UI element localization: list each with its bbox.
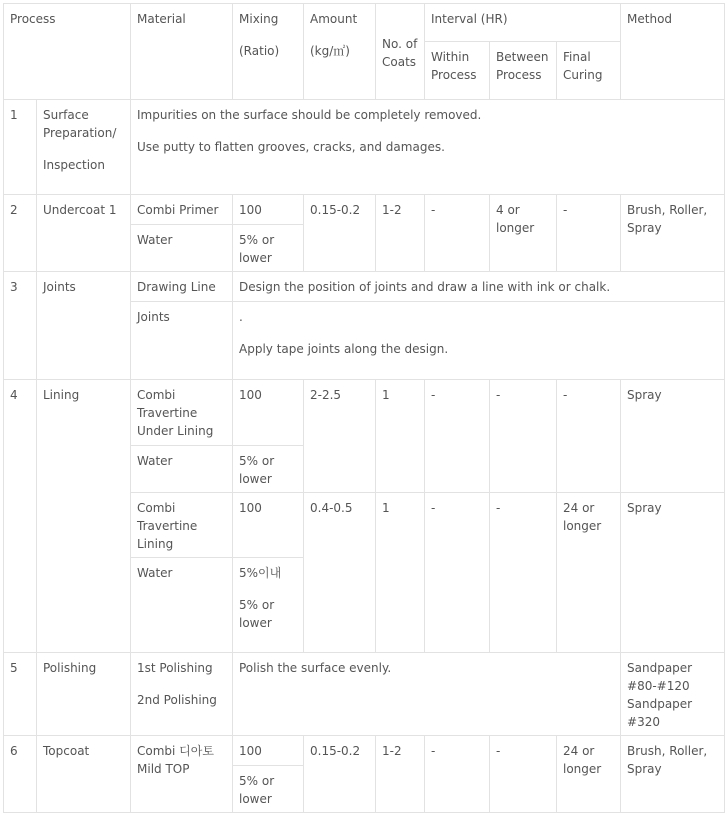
- process-name: Polishing: [37, 653, 131, 736]
- method-cell: Spray: [621, 493, 725, 653]
- header-final: Final Curing: [557, 42, 621, 100]
- material-cell: Drawing Line: [131, 272, 233, 302]
- between-cell: -: [490, 493, 557, 653]
- mixing-cell: [233, 558, 304, 653]
- description-line1: .: [239, 310, 243, 324]
- mixing-cell: 100: [233, 736, 304, 766]
- between-cell: 4 or longer: [490, 195, 557, 272]
- header-material: Material: [131, 4, 233, 100]
- row-surface-preparation: [4, 100, 725, 195]
- method-cell: Spray: [621, 380, 725, 493]
- between-cell: -: [490, 736, 557, 813]
- material-cell: Combi 디아토 Mild TOP: [131, 736, 233, 813]
- row-lining-under: [4, 380, 725, 446]
- coats-cell: 1: [376, 493, 425, 653]
- material-cell: Water: [131, 225, 233, 272]
- process-name: Topcoat: [37, 736, 131, 813]
- material-cell: Combi Travertine Lining: [131, 493, 233, 558]
- method-cell: Brush, Roller, Spray: [621, 195, 725, 272]
- amount-cell: 0.4-0.5: [304, 493, 376, 653]
- row-undercoat: [4, 195, 725, 225]
- header-amount-label: Amount: [310, 12, 358, 26]
- mixing-cell: 5% or lower: [233, 446, 304, 493]
- within-cell: -: [425, 380, 490, 493]
- material-line2: 2nd Polishing: [137, 693, 217, 707]
- row-number: 5: [4, 653, 37, 736]
- process-name: Undercoat 1: [37, 195, 131, 272]
- header-row-1: [4, 4, 725, 42]
- header-amount: [304, 4, 376, 100]
- method-cell: Sandpaper #80-#120 Sandpaper #320: [621, 653, 725, 736]
- header-between: Between Process: [490, 42, 557, 100]
- coats-cell: 1-2: [376, 195, 425, 272]
- header-mixing-label: Mixing: [239, 12, 279, 26]
- process-table: [3, 3, 725, 813]
- method-cell: Brush, Roller, Spray: [621, 736, 725, 813]
- description-line2: Apply tape joints along the design.: [239, 342, 449, 356]
- description-line1: Impurities on the surface should be completely removed.: [137, 108, 482, 122]
- process-name: Joints: [37, 272, 131, 380]
- mixing-cell: 100: [233, 380, 304, 446]
- mixing-line1: 5%이내: [239, 566, 282, 580]
- material-cell: Combi Travertine Under Lining: [131, 380, 233, 446]
- mixing-line2: 5% or lower: [239, 598, 275, 630]
- amount-cell: 0.15-0.2: [304, 195, 376, 272]
- process-name-line1: Surface Preparation/: [43, 108, 117, 140]
- description-line2: Use putty to flatten grooves, cracks, and damages.: [137, 140, 445, 154]
- within-cell: -: [425, 493, 490, 653]
- mixing-cell: 100: [233, 195, 304, 225]
- material-cell: Water: [131, 446, 233, 493]
- header-mixing-unit: (Ratio): [239, 44, 280, 58]
- process-description: Design the position of joints and draw a line with ink or chalk.: [233, 272, 725, 302]
- row-joints: [4, 272, 725, 302]
- coats-cell: 1: [376, 380, 425, 493]
- header-method: Method: [621, 4, 725, 100]
- row-topcoat: [4, 736, 725, 766]
- row-polishing: [4, 653, 725, 736]
- final-cell: -: [557, 380, 621, 493]
- material-cell: Joints: [131, 302, 233, 380]
- process-name-line2: Inspection: [43, 158, 105, 172]
- material-cell: [131, 653, 233, 736]
- final-cell: 24 or longer: [557, 736, 621, 813]
- mixing-cell: 5% or lower: [233, 766, 304, 813]
- material-line1: 1st Polishing: [137, 661, 213, 675]
- process-name: [37, 100, 131, 195]
- final-cell: 24 or longer: [557, 493, 621, 653]
- row-number: 4: [4, 380, 37, 653]
- header-process: Process: [4, 4, 131, 100]
- amount-cell: 0.15-0.2: [304, 736, 376, 813]
- header-within: Within Process: [425, 42, 490, 100]
- process-name: Lining: [37, 380, 131, 653]
- row-number: 2: [4, 195, 37, 272]
- header-interval: Interval (HR): [425, 4, 621, 42]
- within-cell: -: [425, 736, 490, 813]
- mixing-cell: 100: [233, 493, 304, 558]
- header-coats: No. of Coats: [376, 4, 425, 100]
- header-amount-unit: (kg/㎡): [310, 44, 350, 58]
- material-cell: Water: [131, 558, 233, 653]
- row-number: 6: [4, 736, 37, 813]
- header-mixing: [233, 4, 304, 100]
- material-cell: Combi Primer: [131, 195, 233, 225]
- within-cell: -: [425, 195, 490, 272]
- amount-cell: 2-2.5: [304, 380, 376, 493]
- process-description: [233, 302, 725, 380]
- row-number: 3: [4, 272, 37, 380]
- process-description: [131, 100, 725, 195]
- coats-cell: 1-2: [376, 736, 425, 813]
- mixing-cell: 5% or lower: [233, 225, 304, 272]
- final-cell: -: [557, 195, 621, 272]
- process-description: Polish the surface evenly.: [233, 653, 621, 736]
- row-number: 1: [4, 100, 37, 195]
- between-cell: -: [490, 380, 557, 493]
